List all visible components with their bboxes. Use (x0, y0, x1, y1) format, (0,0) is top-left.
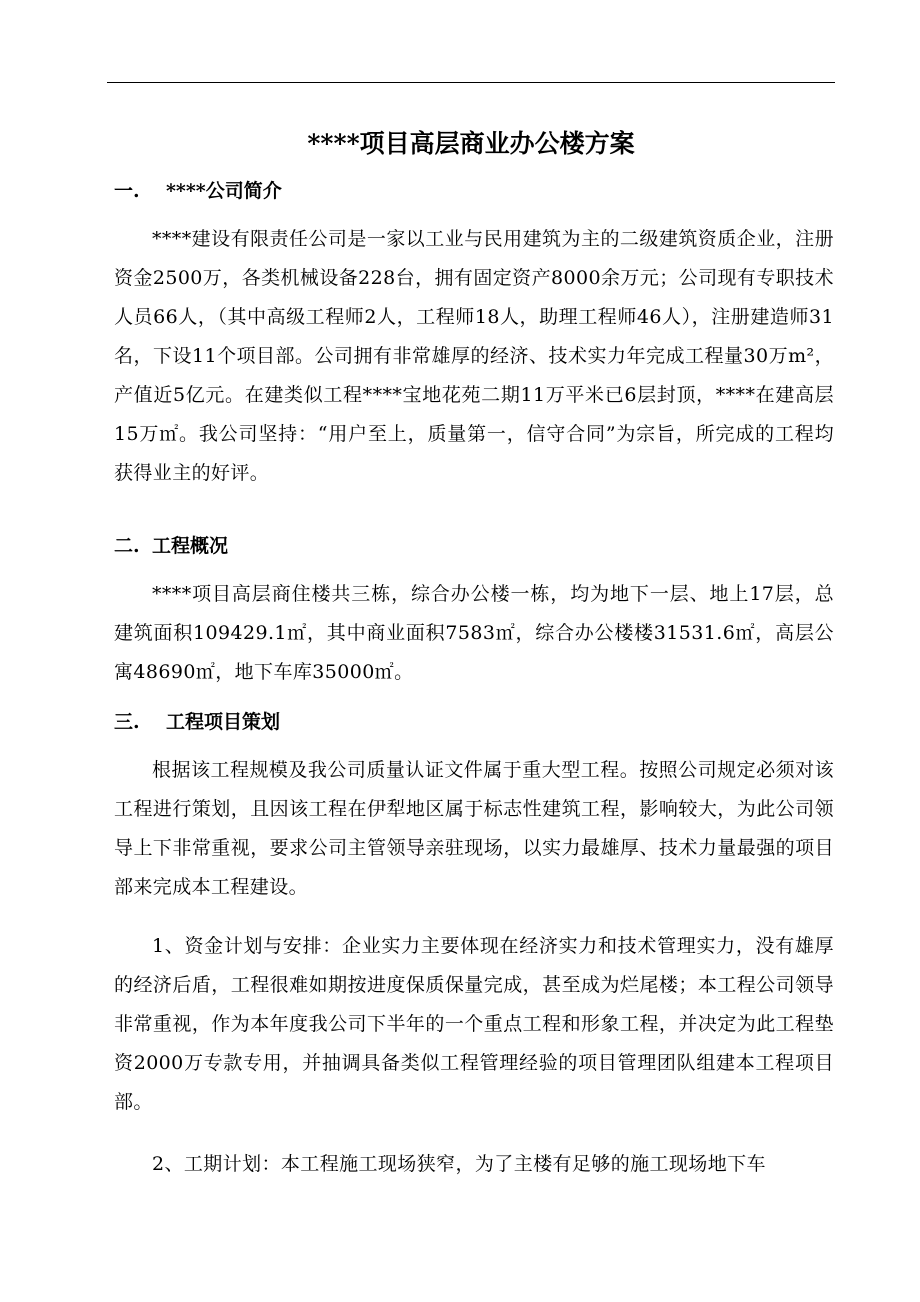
section-title-3: 工程项目策划 (166, 711, 281, 733)
section-3-paragraph-2: 1、资金计划与安排：企业实力主要体现在经济实力和技术管理实力，没有雄厚的经济后盾，工程很难如期按进度保质保量完成，甚至成为烂尾楼；本工程公司领导非常重视，作为本年度我公司下半年的一个重点工程和形象工程，并决定为此工程垫资2000万专款专用，并抽调具备类似工程管理经验的项目管理团队组建本工程项目部。 (114, 935, 834, 1113)
document-title: ****项目高层商业办公楼方案 (307, 129, 635, 158)
section-title-1: ****公司简介 (166, 180, 282, 202)
section-title-2: 工程概况 (152, 535, 229, 557)
section-2-paragraph-1: ****项目高层商住楼共三栋，综合办公楼一栋，均为地下一层、地上17层，总建筑面积109429.1㎡，其中商业面积7583㎡，综合办公楼楼31531.6㎡，高层公寓48690㎡，地下车库35000㎡。 (114, 583, 834, 683)
section-3-paragraph-1: 根据该工程规模及我公司质量认证文件属于重大型工程。按照公司规定必须对该工程进行策划，且因该工程在伊犁地区属于标志性建筑工程，影响较大，为此公司领导上下非常重视，要求公司主管领导亲驻现场，以实力最雄厚、技术力量最强的项目部来完成本工程建设。 (114, 759, 834, 898)
section-1-paragraph-1: ****建设有限责任公司是一家以工业与民用建筑为主的二级建筑资质企业，注册资金2500万，各类机械设备228台，拥有固定资产8000余万元；公司现有专职技术人员66人，（其中高级工程师2人，工程师18人，助理工程师46人），注册建造师31名，下设11个项目部。公司拥有非常雄厚的经济、技术实力年完成工程量30万m²，产值近5亿元。在建类似工程****宝地花苑二期11万平米已6层封顶，****在建高层15万㎡。我公司坚持：“用户至上，质量第一，信守合同”为宗旨，所完成的工程均获得业主的好评。 (114, 228, 834, 484)
section-number-2: 二. (114, 535, 140, 557)
section-heading-1 (114, 176, 282, 206)
section-number-3: 三. (114, 711, 140, 733)
header-rule (107, 82, 835, 83)
section-number-1: 一. (114, 180, 140, 202)
section-heading-3 (114, 707, 280, 737)
section-heading-2 (114, 531, 228, 561)
section-3-paragraph-3: 2、工期计划：本工程施工现场狭窄，为了主楼有足够的施工现场地下车 (152, 1153, 766, 1175)
